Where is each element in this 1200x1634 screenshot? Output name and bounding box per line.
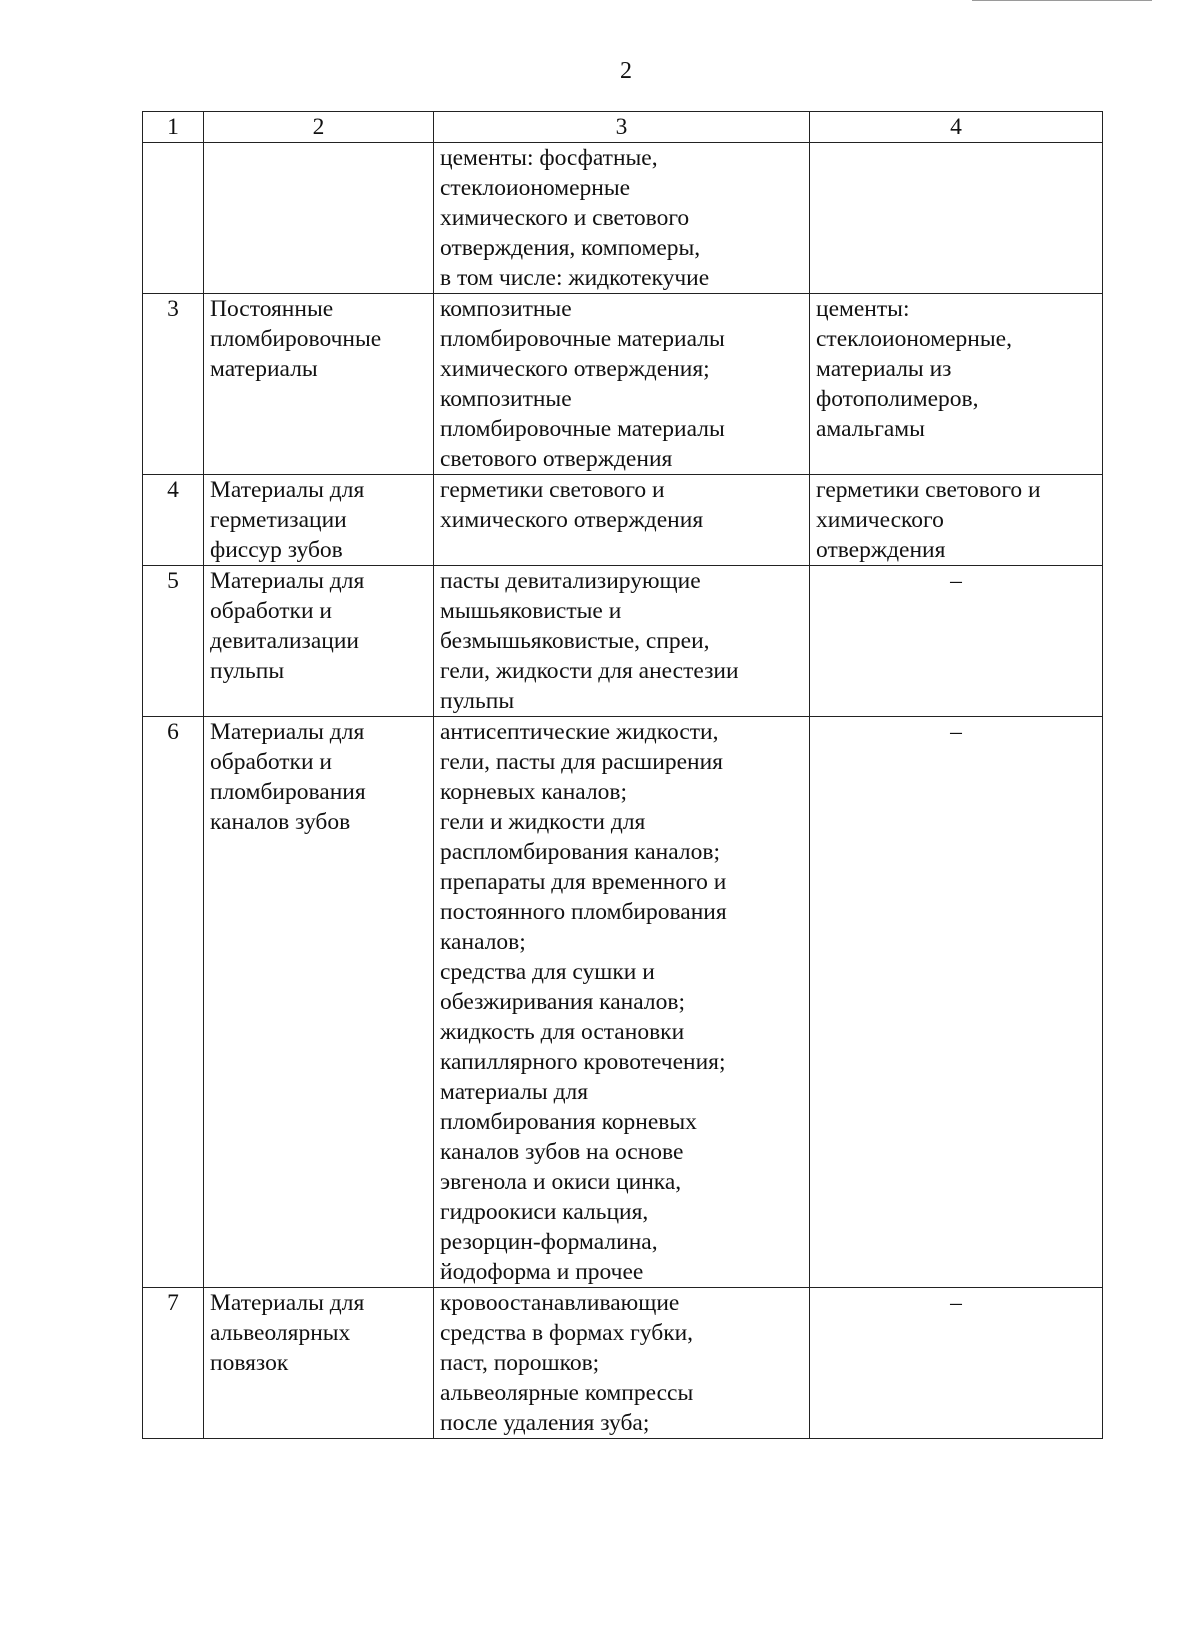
- table-row: [143, 475, 1103, 566]
- cell-text-line: жидкость для остановки: [440, 1019, 685, 1045]
- cell-text-line: Материалы для: [210, 568, 365, 594]
- table-header-row: [143, 112, 1103, 143]
- row-number-cell: [143, 143, 204, 294]
- cell-text-line: стеклоиономерные,: [816, 326, 1012, 352]
- materials-list-cell: [434, 1288, 810, 1439]
- column4-cell: [810, 143, 1103, 294]
- cell-text-line: пломбирования: [210, 779, 366, 805]
- row-number-cell: 5: [143, 566, 204, 717]
- cell-text-line: пульпы: [440, 688, 515, 714]
- cell-text-line: Материалы для: [210, 1290, 365, 1316]
- cell-text-line: герметизации: [210, 507, 347, 533]
- cell-text-line: каналов зубов на основе: [440, 1139, 684, 1165]
- table-row: [143, 717, 1103, 1288]
- cell-text-line: химического отверждения;: [440, 356, 710, 382]
- table-row: [143, 294, 1103, 475]
- row-number-cell: 6: [143, 717, 204, 1288]
- table-row: [143, 1288, 1103, 1439]
- material-group-cell: [204, 294, 434, 475]
- cell-text-line: герметики светового и: [440, 477, 665, 503]
- cell-text-line: гели и жидкости для: [440, 809, 646, 835]
- cell-text-line: постоянного пломбирования: [440, 899, 727, 925]
- cell-text-line: мышьяковистые и: [440, 598, 622, 624]
- cell-text-line: Материалы для: [210, 477, 365, 503]
- cell-text-line: фиссур зубов: [210, 537, 343, 563]
- materials-list-cell: [434, 717, 810, 1288]
- page-number: 2: [620, 58, 632, 84]
- materials-list-cell: [434, 143, 810, 294]
- cell-text-line: химического отверждения: [440, 507, 704, 533]
- cell-text-line: альвеолярных: [210, 1320, 351, 1346]
- cell-text-line: химического: [816, 507, 944, 533]
- material-group-cell: [204, 717, 434, 1288]
- cell-text-line: светового отверждения: [440, 446, 673, 472]
- cell-text-line: безмышьяковистые, спреи,: [440, 628, 710, 654]
- row-number-cell: 7: [143, 1288, 204, 1439]
- cell-text-line: герметики светового и: [816, 477, 1041, 503]
- cell-text-line: цементы:: [816, 296, 910, 322]
- cell-text-line: отверждения: [816, 537, 946, 563]
- row-number-cell: 4: [143, 475, 204, 566]
- cell-text-line: средства для сушки и: [440, 959, 655, 985]
- dash-placeholder: –: [950, 568, 962, 594]
- header-cell-2: 2: [204, 112, 434, 143]
- cell-text-line: корневых каналов;: [440, 779, 628, 805]
- cell-text-line: композитные: [440, 296, 572, 322]
- cell-text-line: йодоформа и прочее: [440, 1259, 644, 1285]
- cell-text-line: отверждения, компомеры,: [440, 235, 701, 261]
- cell-text-line: распломбирования каналов;: [440, 839, 720, 865]
- cell-text-line: кровоостанавливающие: [440, 1290, 680, 1316]
- material-group-cell: [204, 1288, 434, 1439]
- cell-text-line: паст, порошков;: [440, 1350, 600, 1376]
- cell-text-line: Постоянные: [210, 296, 334, 322]
- header-cell-3: 3: [434, 112, 810, 143]
- cell-text-line: девитализации: [210, 628, 359, 654]
- cell-text-line: повязок: [210, 1350, 289, 1376]
- materials-table: [142, 111, 1103, 1439]
- cell-text-line: гели, жидкости для анестезии: [440, 658, 739, 684]
- materials-list-cell: [434, 294, 810, 475]
- cell-text-line: каналов зубов: [210, 809, 351, 835]
- material-group-cell: [204, 143, 434, 294]
- header-cell-1: 1: [143, 112, 204, 143]
- cell-text-line: гидроокиси кальция,: [440, 1199, 649, 1225]
- column4-cell: [810, 566, 1103, 717]
- material-group-cell: [204, 475, 434, 566]
- cell-text-line: цементы: фосфатные,: [440, 145, 658, 171]
- cell-text-line: композитные: [440, 386, 572, 412]
- cell-text-line: Материалы для: [210, 719, 365, 745]
- cell-text-line: пломбирования корневых: [440, 1109, 697, 1135]
- row-number-cell: 3: [143, 294, 204, 475]
- cell-text-line: пломбировочные: [210, 326, 382, 352]
- materials-list-cell: [434, 566, 810, 717]
- table-row: [143, 143, 1103, 294]
- table-row: [143, 566, 1103, 717]
- cell-text-line: капиллярного кровотечения;: [440, 1049, 726, 1075]
- cell-text-line: пломбировочные материалы: [440, 416, 725, 442]
- cell-text-line: гели, пасты для расширения: [440, 749, 723, 775]
- column4-cell: [810, 1288, 1103, 1439]
- cell-text-line: обработки и: [210, 598, 332, 624]
- cell-text-line: фотополимеров,: [816, 386, 979, 412]
- column4-cell: [810, 717, 1103, 1288]
- cell-text-line: пломбировочные материалы: [440, 326, 725, 352]
- cell-text-line: амальгамы: [816, 416, 925, 442]
- material-group-cell: [204, 566, 434, 717]
- column4-cell: [810, 475, 1103, 566]
- cell-text-line: пульпы: [210, 658, 285, 684]
- cell-text-line: препараты для временного и: [440, 869, 727, 895]
- cell-text-line: антисептические жидкости,: [440, 719, 719, 745]
- materials-list-cell: [434, 475, 810, 566]
- cell-text-line: обработки и: [210, 749, 332, 775]
- cell-text-line: эвгенола и окиси цинка,: [440, 1169, 682, 1195]
- table-body: [143, 112, 1103, 1439]
- cell-text-line: материалы для: [440, 1079, 589, 1105]
- dash-placeholder: –: [950, 719, 962, 745]
- cell-text-line: альвеолярные компрессы: [440, 1380, 694, 1406]
- cell-text-line: средства в формах губки,: [440, 1320, 694, 1346]
- column4-cell: [810, 294, 1103, 475]
- cell-text-line: резорцин-формалина,: [440, 1229, 658, 1255]
- cell-text-line: в том числе: жидкотекучие: [440, 265, 710, 291]
- cell-text-line: химического и светового: [440, 205, 690, 231]
- cell-text-line: обезжиривания каналов;: [440, 989, 685, 1015]
- scan-edge-line: [972, 0, 1152, 1]
- cell-text-line: материалы: [210, 356, 318, 382]
- cell-text-line: каналов;: [440, 929, 526, 955]
- dash-placeholder: –: [950, 1290, 962, 1316]
- cell-text-line: после удаления зуба;: [440, 1410, 650, 1436]
- cell-text-line: стеклоиономерные: [440, 175, 631, 201]
- cell-text-line: пасты девитализирующие: [440, 568, 701, 594]
- header-cell-4: 4: [810, 112, 1103, 143]
- cell-text-line: материалы из: [816, 356, 952, 382]
